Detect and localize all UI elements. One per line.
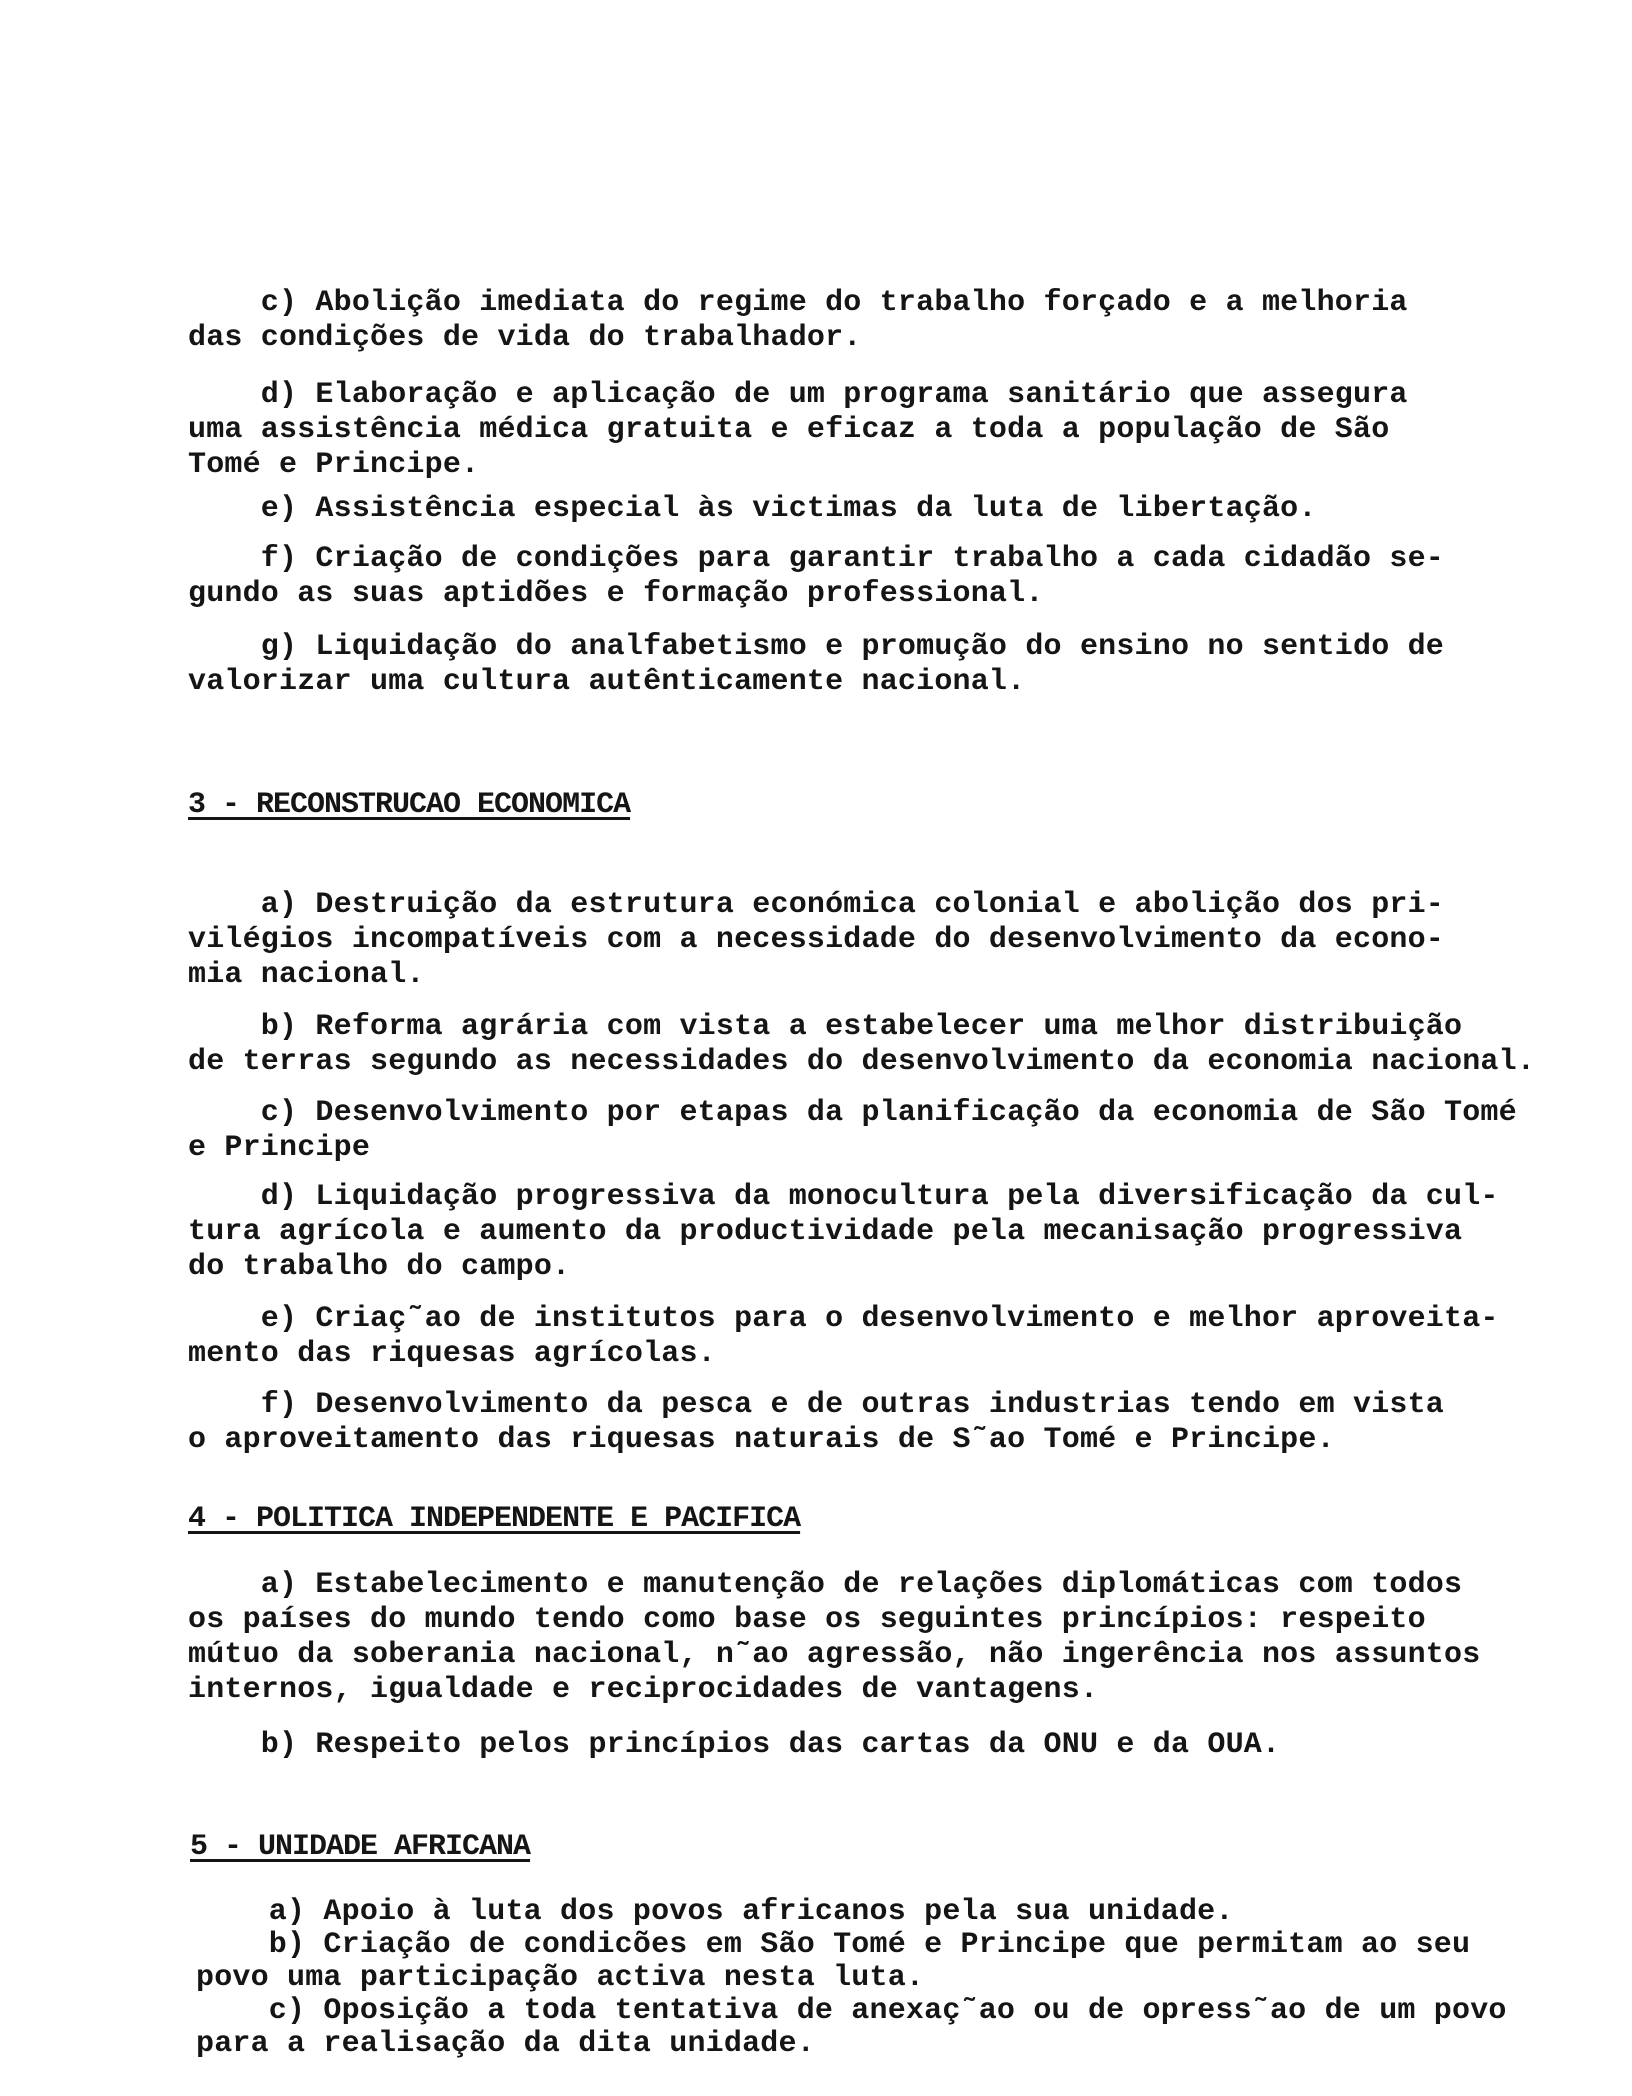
item-2d: d) Elaboração e aplicação de um programa sanitário que assegura uma assistência médica gratuita e eficaz a toda a população de São Tomé e Principe. [188,378,1408,482]
item-4a: a) Estabelecimento e manutenção de relações diplomáticas com todos os países do mundo tendo como base os seguintes princípios: respeito mútuo da soberania nacional, n˜ao agressão, não ingerência nos assuntos internos, igualdade e reciprocidades de vantagens. [188,1568,1481,1707]
item-2e: e) Assistência especial às victimas da luta de libertação. [188,492,1317,526]
section-5-heading: 5 - UNIDADE AFRICANA [190,1830,531,1864]
section-4-heading: 4 - POLITICA INDEPENDENTE E PACIFICA [188,1502,801,1536]
item-3a: a) Destruição da estrutura económica colonial e abolição dos pri- vilégios incompatíveis com a necessidade do desenvolvimento da econo- mia nacional. [188,888,1445,992]
section-3-heading: 3 - RECONSTRUCAO ECONOMICA [188,788,631,822]
item-3f: f) Desenvolvimento da pesca e de outras industrias tendo em vista o aproveitamento das riquesas naturais de S˜ao Tomé e Principe. [188,1388,1445,1457]
item-2g: g) Liquidação do analfabetismo e promução do ensino no sentido de valorizar uma cultura autênticamente nacional. [188,630,1445,699]
section-5-items: a) Apoio à luta dos povos africanos pela sua unidade. b) Criação de condicões em São Tomé e Principe que permitam ao seu povo uma participação activa nesta luta. c) Oposição a toda tentativa de anexaç˜ao ou de opress˜ao de um povo para a realisação da dita unidade. [196,1895,1507,2061]
item-3c: c) Desenvolvimento por etapas da planificação da economia de São Tomé e Principe [188,1096,1517,1165]
item-3b: b) Reforma agrária com vista a estabelecer uma melhor distribuição de terras segundo as necessidades do desenvolvimento da economia nacional. [188,1010,1536,1079]
item-4b: b) Respeito pelos princípios das cartas da ONU e da OUA. [188,1728,1281,1762]
item-2f: f) Criação de condições para garantir trabalho a cada cidadão se- gundo as suas aptidões e formação professional. [188,542,1445,611]
item-3e: e) Criaç˜ao de institutos para o desenvolvimento e melhor aproveita- mento das riquesas agrícolas. [188,1302,1499,1371]
item-2c: c) Abolição imediata do regime do trabalho forçado e a melhoria das condições de vida do trabalhador. [188,286,1408,355]
item-3d: d) Liquidação progressiva da monocultura pela diversificação da cul- tura agrícola e aumento da productividade pela mecanisação progressiva do trabalho do campo. [188,1180,1499,1284]
